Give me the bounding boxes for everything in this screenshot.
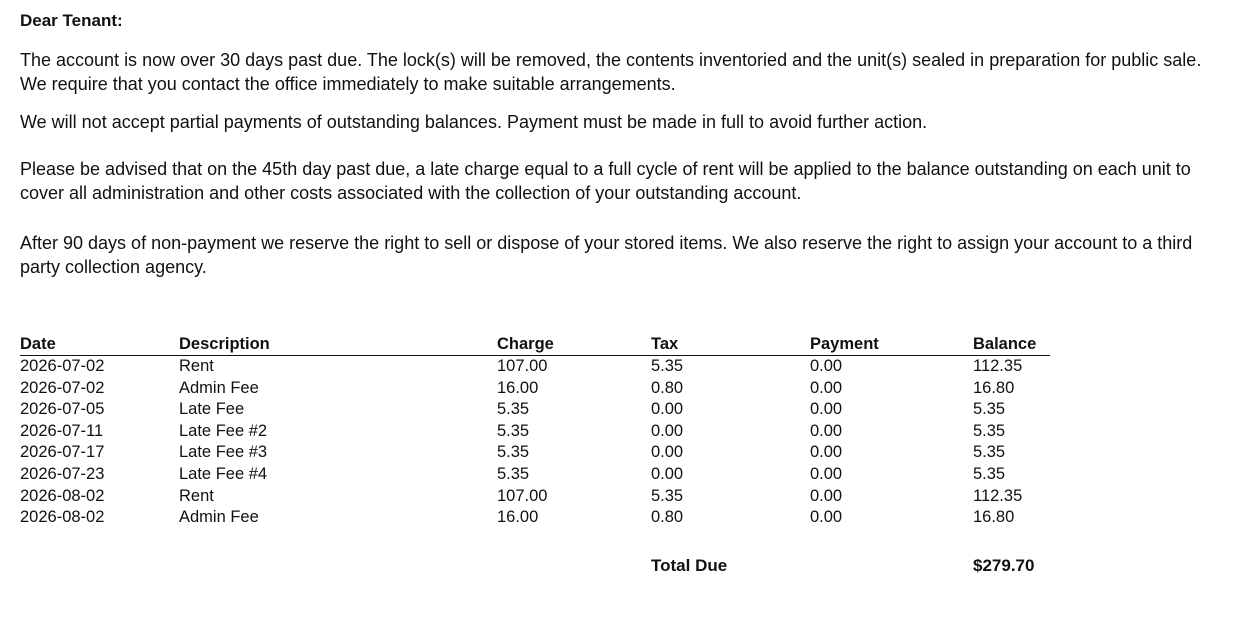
cell-balance: 5.35 (973, 421, 1006, 440)
cell-description: Rent (179, 486, 214, 505)
paragraph-late-charge: Please be advised that on the 45th day past due, a late charge equal to a full cycle of rent will be applied to the balance outstanding on each unit to cover all administration and other costs associated with the collection of your outstanding account. (20, 159, 1191, 203)
cell-date: 2026-08-02 (20, 486, 105, 505)
ledger-header-row (20, 333, 1050, 356)
cell-date: 2026-07-02 (20, 357, 105, 375)
paragraph-past-due: The account is now over 30 days past due. The lock(s) will be removed, the contents inventoried and the unit(s) sealed in preparation for public sale. We require that you contact the office immediately to make suitable arrangements. (20, 50, 1202, 94)
cell-description: Admin Fee (179, 508, 259, 527)
cell-tax: 5.35 (651, 486, 684, 505)
table-row (20, 442, 1050, 464)
header-charge: Charge (497, 335, 554, 353)
cell-tax: 0.00 (651, 443, 684, 462)
ledger-body (20, 356, 1050, 529)
cell-balance: 112.35 (973, 486, 1023, 505)
cell-charge: 5.35 (497, 464, 530, 483)
cell-description: Late Fee #3 (179, 443, 268, 462)
table-row (20, 486, 1050, 508)
paragraph-non-payment: After 90 days of non-payment we reserve the right to sell or dispose of your stored items. We also reserve the right to assign your account to a third party collection agency. (20, 233, 1193, 277)
table-row (20, 356, 1050, 378)
table-row (20, 507, 1050, 529)
cell-charge: 5.35 (497, 400, 530, 419)
cell-description: Late Fee (179, 400, 245, 419)
paragraph-partial-payments: We will not accept partial payments of outstanding balances. Payment must be made in full to avoid further action. (20, 112, 928, 132)
cell-date: 2026-08-02 (20, 508, 105, 527)
cell-payment: 0.00 (810, 400, 843, 419)
cell-payment: 0.00 (810, 421, 843, 440)
header-date: Date (20, 335, 56, 353)
cell-description: Late Fee #4 (179, 464, 268, 483)
table-row (20, 378, 1050, 400)
cell-payment: 0.00 (810, 464, 843, 483)
table-row (20, 464, 1050, 486)
total-due-value: $279.70 (973, 556, 1035, 575)
cell-payment: 0.00 (810, 486, 843, 505)
cell-balance: 16.80 (973, 378, 1015, 397)
cell-tax: 0.80 (651, 508, 684, 527)
cell-payment: 0.00 (810, 378, 843, 397)
cell-tax: 0.00 (651, 400, 684, 419)
header-description: Description (179, 335, 270, 353)
salutation: Dear Tenant: (20, 11, 123, 30)
cell-tax: 5.35 (651, 357, 684, 375)
cell-charge: 5.35 (497, 443, 530, 462)
ledger-table (20, 333, 1050, 529)
cell-date: 2026-07-05 (20, 400, 105, 419)
cell-date: 2026-07-02 (20, 378, 105, 397)
cell-payment: 0.00 (810, 443, 843, 462)
cell-balance: 5.35 (973, 443, 1006, 462)
cell-tax: 0.00 (651, 421, 684, 440)
cell-payment: 0.00 (810, 508, 843, 527)
table-row (20, 421, 1050, 443)
cell-balance: 5.35 (973, 400, 1006, 419)
total-due-label: Total Due (651, 556, 728, 575)
header-balance: Balance (973, 335, 1037, 353)
cell-balance: 16.80 (973, 508, 1015, 527)
cell-balance: 112.35 (973, 357, 1023, 375)
cell-tax: 0.00 (651, 464, 684, 483)
cell-charge: 107.00 (497, 486, 548, 505)
cell-payment: 0.00 (810, 357, 843, 375)
cell-date: 2026-07-11 (20, 421, 104, 440)
cell-charge: 16.00 (497, 508, 539, 527)
header-tax: Tax (651, 335, 679, 353)
cell-date: 2026-07-17 (20, 443, 105, 462)
cell-charge: 5.35 (497, 421, 530, 440)
cell-tax: 0.80 (651, 378, 684, 397)
table-row (20, 399, 1050, 421)
cell-description: Rent (179, 357, 214, 375)
cell-balance: 5.35 (973, 464, 1006, 483)
header-payment: Payment (810, 335, 879, 353)
cell-charge: 107.00 (497, 357, 548, 375)
cell-charge: 16.00 (497, 378, 539, 397)
cell-date: 2026-07-23 (20, 464, 105, 483)
cell-description: Admin Fee (179, 378, 259, 397)
cell-description: Late Fee #2 (179, 421, 268, 440)
